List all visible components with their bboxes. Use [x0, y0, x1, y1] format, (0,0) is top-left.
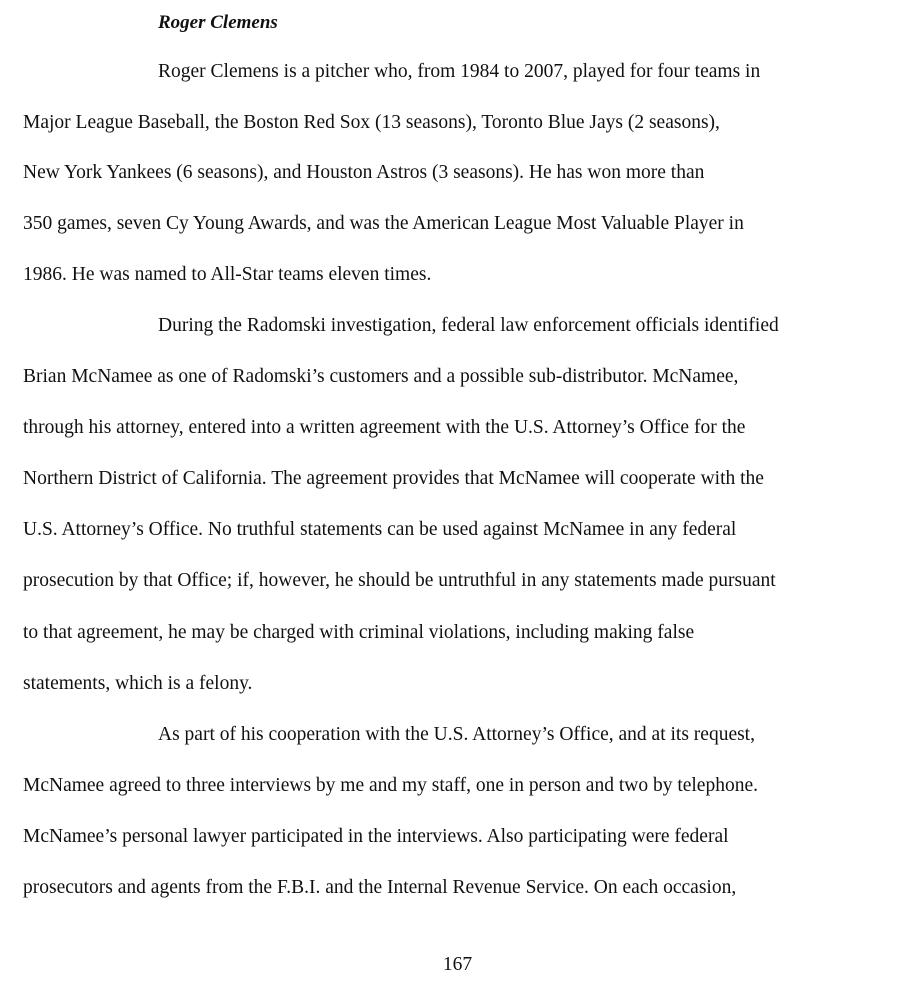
- paragraph-line: 1986. He was named to All-Star teams eleven times.: [23, 264, 432, 285]
- paragraph-line: During the Radomski investigation, federal law enforcement officials identified: [158, 315, 779, 336]
- section-heading: Roger Clemens: [158, 12, 278, 33]
- paragraph-line: Major League Baseball, the Boston Red Sox (13 seasons), Toronto Blue Jays (2 seasons),: [23, 112, 720, 133]
- paragraph-line: statements, which is a felony.: [23, 673, 253, 694]
- paragraph-line: McNamee agreed to three interviews by me and my staff, one in person and two by telephone.: [23, 775, 758, 796]
- paragraph-line: McNamee’s personal lawyer participated in the interviews. Also participating were federal: [23, 826, 729, 847]
- paragraph-line: 350 games, seven Cy Young Awards, and was the American League Most Valuable Player in: [23, 213, 744, 234]
- paragraph-line: prosecution by that Office; if, however, he should be untruthful in any statements made pursuant: [23, 570, 776, 591]
- page-number: 167: [442, 954, 473, 975]
- paragraph-line: Roger Clemens is a pitcher who, from 1984 to 2007, played for four teams in: [158, 61, 761, 82]
- paragraph-line: Brian McNamee as one of Radomski’s customers and a possible sub-distributor. McNamee,: [23, 366, 739, 387]
- paragraph-line: prosecutors and agents from the F.B.I. and the Internal Revenue Service. On each occasion,: [23, 877, 737, 898]
- paragraph-line: to that agreement, he may be charged with criminal violations, including making false: [23, 622, 695, 643]
- paragraph-line: through his attorney, entered into a written agreement with the U.S. Attorney’s Office for the: [23, 417, 746, 438]
- paragraph-line: U.S. Attorney’s Office. No truthful statements can be used against McNamee in any federal: [23, 519, 737, 540]
- paragraph-line: New York Yankees (6 seasons), and Houston Astros (3 seasons). He has won more than: [23, 162, 705, 183]
- paragraph-line: As part of his cooperation with the U.S. Attorney’s Office, and at its request,: [158, 724, 755, 745]
- paragraph-line: Northern District of California. The agreement provides that McNamee will cooperate with the: [23, 468, 764, 489]
